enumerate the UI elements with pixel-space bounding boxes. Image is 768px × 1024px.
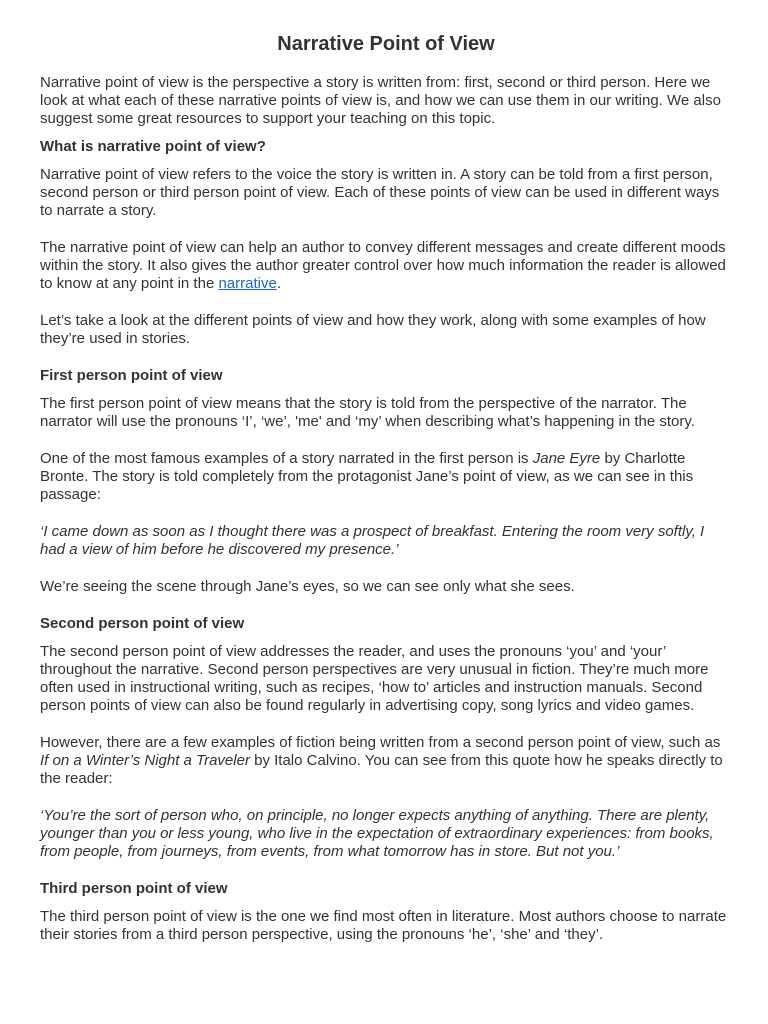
section-heading-third: Third person point of view: [40, 880, 228, 897]
what-paragraph-2-text: The narrative point of view can help an author to convey different messages and create different moods within the story. It also gives the author greater control over how much information the reader is allowed to know at any point in the: [40, 239, 726, 292]
book-title-winters-night: If on a Winter’s Night a Traveler: [40, 752, 250, 769]
second-paragraph-2-end: by Italo Calvino. You can see from this quote how he speaks directly to the reader:: [40, 752, 723, 787]
section-heading-what: What is narrative point of view?: [40, 138, 266, 155]
second-paragraph-2-text: However, there are a few examples of fiction being written from a second person point of view, such as: [40, 734, 721, 751]
second-paragraph-2: [40, 734, 732, 788]
section-heading-second: Second person point of view: [40, 615, 245, 632]
section-heading-first: First person point of view: [40, 367, 223, 384]
first-paragraph-2-text: One of the most famous examples of a story narrated in the first person is: [40, 450, 533, 467]
second-quote: ‘You’re the sort of person who, on principle, no longer expects anything of anything. There are plenty, younger than you or less young, who live in the expectation of extraordinary experiences: from books, from people, from journeys, from events, from what tomorrow has in store. But not you.’: [40, 807, 714, 860]
first-paragraph-2-end: by Charlotte Bronte. The story is told completely from the protagonist Jane’s point of view, as we can see in this passage:: [40, 450, 694, 503]
third-paragraph-1: The third person point of view is the one we find most often in literature. Most authors choose to narrate their stories from a third person perspective, using the pronouns ‘he’, ‘she’ and ‘they’.: [40, 908, 727, 943]
what-paragraph-2: [40, 239, 732, 293]
first-paragraph-2: [40, 450, 732, 504]
what-paragraph-3: Let’s take a look at the different points of view and how they work, along with some examples of how they’re used in stories.: [40, 312, 706, 347]
narrative-link[interactable]: narrative: [218, 275, 277, 292]
book-title-jane-eyre: Jane Eyre: [532, 450, 601, 467]
first-paragraph-3: We’re seeing the scene through Jane’s eyes, so we can see only what she sees.: [40, 578, 575, 595]
second-paragraph-1: The second person point of view addresses the reader, and uses the pronouns ‘you’ and ‘your’ throughout the narrative. Second person perspectives are very unusual in fiction. They’re much more often used in instructional writing, such as recipes, ‘how to’ articles and instruction manuals. Second person points of view can also be found regularly in advertising copy, song lyrics and video games.: [40, 643, 709, 714]
what-paragraph-1: Narrative point of view refers to the voice the story is written in. A story can be told from a first person, second person or third person point of view. Each of these points of view can be used in different ways to narrate a story.: [40, 166, 720, 219]
first-quote: ‘I came down as soon as I thought there was a prospect of breakfast. Entering the room very softly, I had a view of him before he discovered my presence.’: [40, 523, 705, 558]
page-title: Narrative Point of View: [277, 33, 495, 55]
intro-paragraph: Narrative point of view is the perspective a story is written from: first, second or third person. Here we look at what each of these narrative points of view is, and how we can use them in our writing. We also suggest some great resources to support your teaching on this topic.: [40, 74, 721, 127]
what-paragraph-2-end: .: [276, 275, 281, 292]
first-paragraph-1: The first person point of view means that the story is told from the perspective of the narrator. The narrator will use the pronouns ‘I’, ‘we’, 'me' and ‘my’ when describing what’s happening in the story.: [40, 395, 695, 430]
